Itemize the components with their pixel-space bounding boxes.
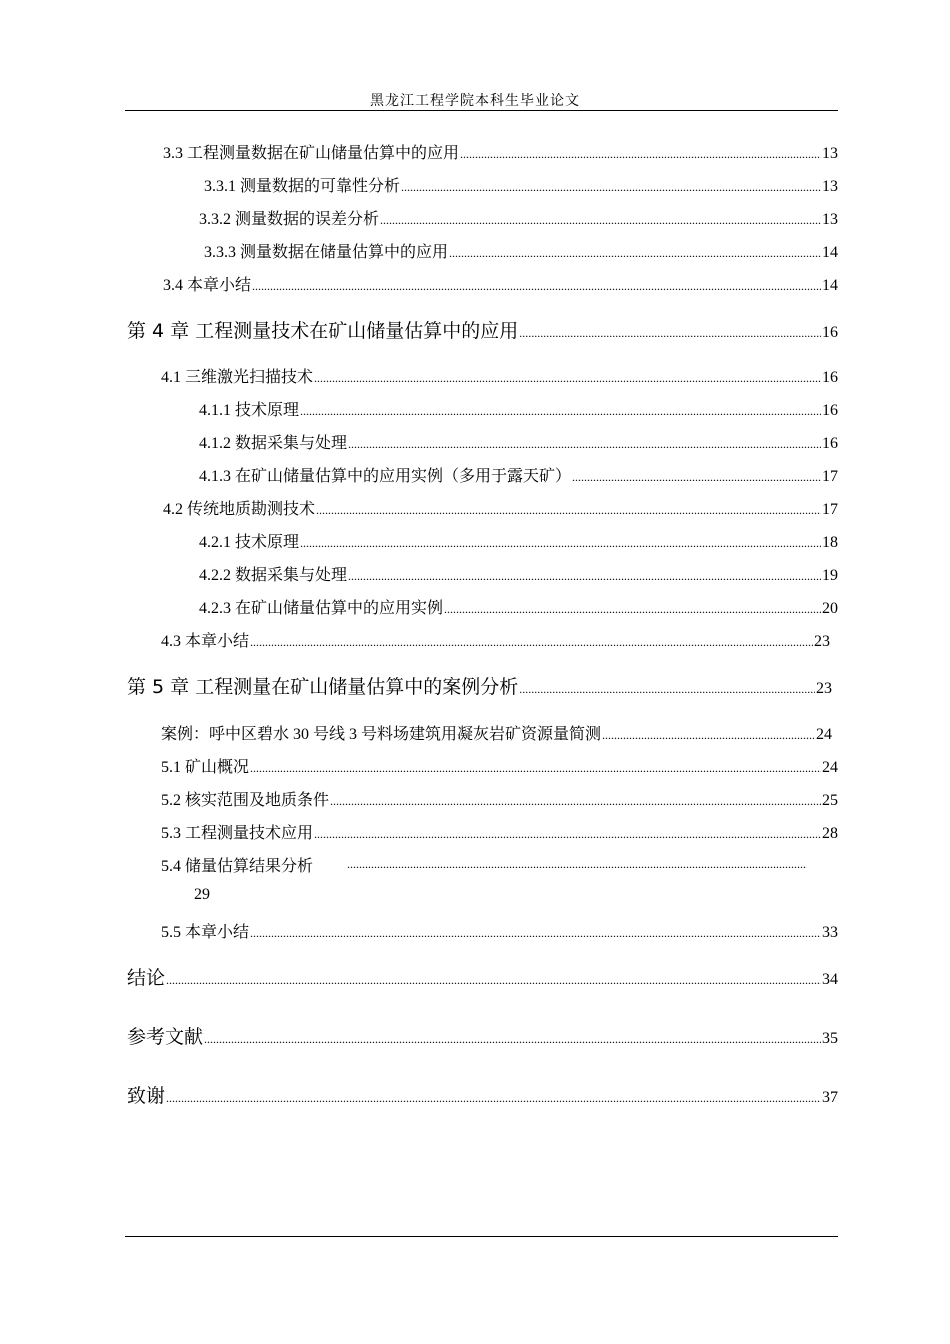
toc-entry-label: 5.5 本章小结 (161, 924, 250, 941)
page-header-title: 黑龙江工程学院本科生毕业论文 (370, 93, 580, 109)
toc-entry-label: 4.3 本章小结 (161, 633, 250, 650)
toc-entry-page: 16 (822, 435, 838, 452)
toc-entry-page: 24 (822, 759, 838, 776)
toc-leader-dots (166, 973, 821, 988)
toc-entry-page: 14 (822, 244, 838, 261)
toc-entry-label: 5.3 工程测量技术应用 (161, 825, 314, 842)
toc-entry-label: 4.1.2 数据采集与处理 (199, 435, 348, 452)
toc-entry-label: 5.1 矿山概况 (161, 759, 250, 776)
toc-entry[interactable] (161, 628, 830, 651)
toc-chapter-entry[interactable] (127, 1081, 838, 1108)
toc-leader-dots (166, 1091, 821, 1106)
toc-entry-label: 5.2 核实范围及地质条件 (161, 792, 330, 809)
toc-entry[interactable] (161, 364, 838, 387)
toc-entry[interactable] (161, 820, 838, 843)
toc-entry[interactable] (204, 173, 838, 196)
toc-leader-dots (380, 213, 821, 228)
toc-chapter-entry[interactable] (127, 1022, 838, 1049)
toc-entry[interactable] (163, 140, 838, 163)
toc-leader-dots (204, 1032, 821, 1047)
toc-leader-dots (250, 635, 813, 650)
toc-entry-page: 25 (822, 792, 838, 809)
toc-leader-dots (401, 180, 821, 195)
toc-entry[interactable] (199, 562, 838, 585)
toc-leader-dots (449, 246, 821, 261)
toc-entry-page: 16 (822, 402, 838, 419)
toc-entry-page: 28 (822, 825, 838, 842)
toc-entry[interactable] (199, 595, 838, 618)
toc-entry[interactable] (161, 721, 832, 744)
toc-entry-page: 14 (822, 277, 838, 294)
toc-entry-label[interactable]: 5.4 储量估算结果分析 (161, 858, 314, 875)
toc-leader-dots (314, 827, 821, 842)
toc-entry-label: 4.2 传统地质勘测技术 (163, 501, 316, 518)
toc-entry-page: 34 (822, 971, 838, 988)
toc-entry-page: 16 (822, 324, 838, 341)
toc-entry-label: 4.2.1 技术原理 (199, 534, 300, 551)
toc-entry-page: 23 (816, 680, 832, 697)
toc-leader-dots (519, 326, 821, 341)
toc-entry[interactable] (199, 529, 838, 552)
toc-entry-page: 13 (822, 145, 838, 162)
toc-leader-dots (519, 682, 815, 697)
toc-chapter-entry[interactable] (127, 963, 838, 990)
toc-entry-page: 13 (822, 211, 838, 228)
toc-entry-label: 案例：呼中区碧水 30 号线 3 号料场建筑用凝灰岩矿资源量简测 (161, 726, 602, 743)
toc-entry[interactable] (204, 239, 838, 262)
toc-entry-label: 4.2.2 数据采集与处理 (199, 567, 348, 584)
toc-leader-dots (314, 371, 821, 386)
toc-entry-page: 13 (822, 178, 838, 195)
toc-entry-label: 3.3 工程测量数据在矿山储量估算中的应用 (163, 145, 460, 162)
toc-leader-dots (316, 503, 821, 518)
toc-entry[interactable] (199, 430, 838, 453)
toc-entry-page: 35 (822, 1030, 838, 1047)
toc-leader-dots (300, 404, 821, 419)
toc-entry-label: 4.1.1 技术原理 (199, 402, 300, 419)
toc-chapter-label: 第 4 章 工程测量技术在矿山储量估算中的应用 (127, 320, 519, 342)
toc-entry-page: 17 (822, 468, 838, 485)
toc-entry-label: 3.4 本章小结 (163, 277, 252, 294)
toc-leader-dots (252, 279, 821, 294)
toc-leader-dots (250, 926, 821, 941)
toc-leader-dots (572, 470, 821, 485)
toc-chapter-label: 参考文献 (127, 1026, 204, 1048)
toc-leader-dots (348, 569, 821, 584)
toc-chapter-label: 第 5 章 工程测量在矿山储量估算中的案例分析 (127, 676, 519, 698)
toc-chapter-entry[interactable] (127, 672, 832, 699)
toc-entry-label: 4.1.3 在矿山储量估算中的应用实例（多用于露天矿） (199, 468, 572, 485)
toc-entry-page: 24 (816, 726, 832, 743)
toc-chapter-label: 结论 (127, 967, 166, 989)
footer-divider (125, 1236, 838, 1237)
toc-entry[interactable] (199, 206, 838, 229)
toc-entry-page: 23 (814, 633, 830, 650)
toc-leader-dots (250, 761, 821, 776)
toc-leader-dots (348, 437, 821, 452)
toc-leader-dots (300, 536, 821, 551)
toc-entry-label: 4.2.3 在矿山储量估算中的应用实例 (199, 600, 444, 617)
toc-entry-label: 3.3.1 测量数据的可靠性分析 (204, 178, 401, 195)
toc-entry-page: 18 (822, 534, 838, 551)
toc-entry[interactable] (199, 397, 838, 420)
toc-entry[interactable] (163, 496, 838, 519)
toc-leader-dots (602, 728, 815, 743)
toc-entry-label: 4.1 三维激光扫描技术 (161, 369, 314, 386)
toc-leader-dots (330, 794, 821, 809)
toc-leader-dots (444, 602, 821, 617)
toc-entry-page: 37 (822, 1089, 838, 1106)
toc-entry-page: 29 (194, 886, 210, 903)
toc-entry-page: 17 (822, 501, 838, 518)
toc-entry[interactable] (161, 787, 838, 810)
header-divider (125, 110, 838, 111)
toc-entry[interactable] (163, 272, 838, 295)
toc-entry[interactable] (199, 463, 838, 486)
toc-chapter-entry[interactable] (127, 316, 838, 343)
toc-entry[interactable] (161, 919, 838, 942)
toc-entry-page: 16 (822, 369, 838, 386)
toc-entry-page: 33 (822, 924, 838, 941)
toc-entry[interactable] (161, 754, 838, 777)
toc-leader-dots (347, 857, 807, 872)
toc-entry-label: 3.3.3 测量数据在储量估算中的应用 (204, 244, 449, 261)
toc-entry-page: 19 (822, 567, 838, 584)
toc-entry-page: 20 (822, 600, 838, 617)
toc-entry-label: 3.3.2 测量数据的误差分析 (199, 211, 380, 228)
toc-leader-dots (460, 147, 821, 162)
toc-chapter-label: 致谢 (127, 1085, 166, 1107)
